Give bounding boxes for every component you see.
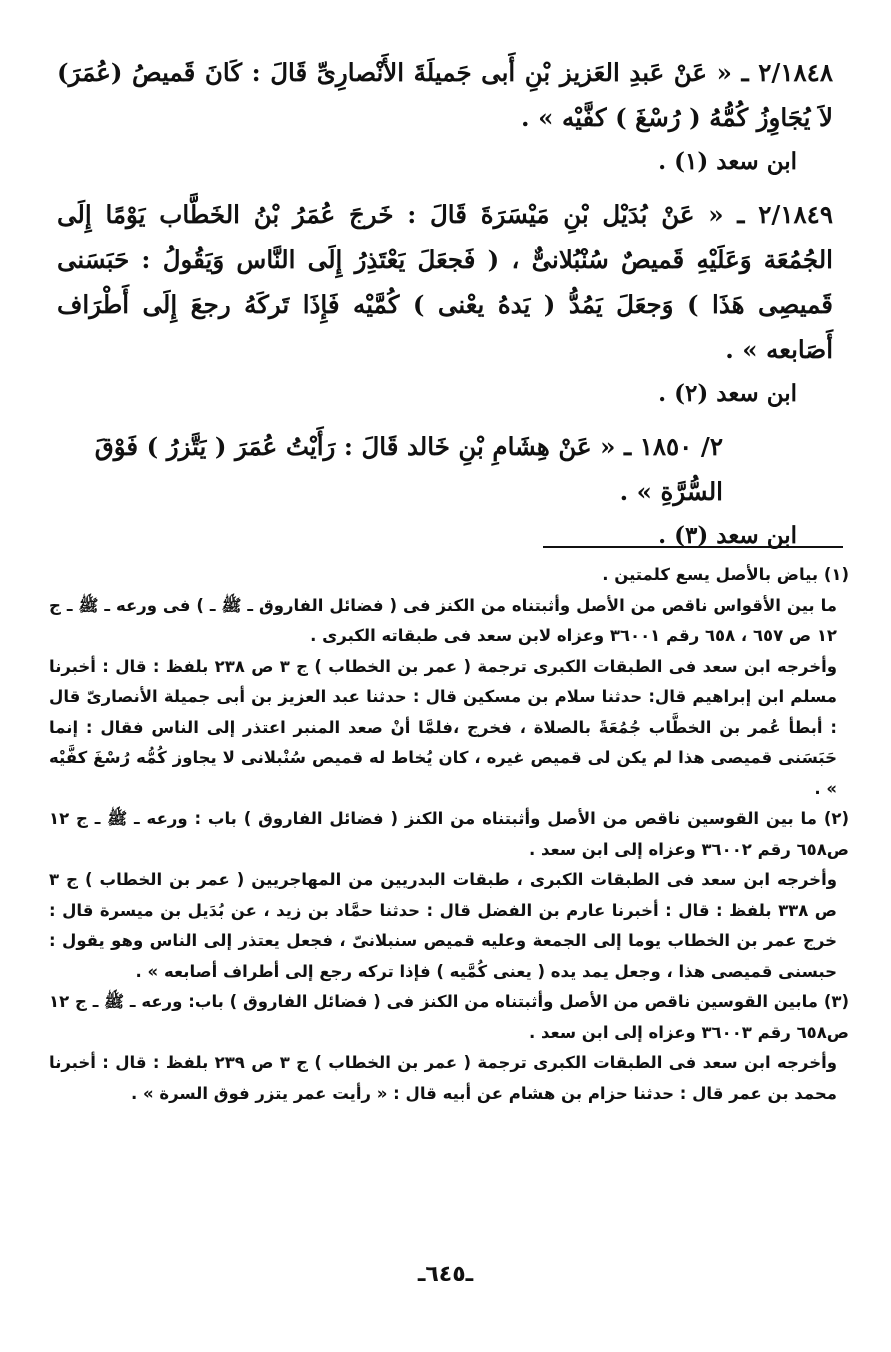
hadith-1850-source: ابن سعد (٣) . [658, 522, 797, 549]
hadith-1848: ٢/١٨٤٨ ـ « عَنْ عَبدِ العَزيز بْنِ أَبى جَميلَةَ الأَنْصارِىِّ قَالَ : كَانَ قَميصُ (عُمَرَ) لاَ يُجَاوِزُ كُمُّهُ ( رُسْغَ ) كفَّيْه » . [57, 58, 833, 132]
page-number: ـ٦٤٥ـ [417, 1262, 474, 1287]
footnote-1-para-2: ما بين الأقواس ناقص من الأصل وأثبتناه من الكنز فى ( فضائل الفاروق ـ ﷺ ـ ) فى ورعه ـ ﷺ ـ ج ١٢ ص ٦٥٧ ، ٦٥٨ رقم ٣٦٠٠١ وعزاه لابن سعد فى طبقاته الكبرى . [49, 595, 837, 645]
footnote-separator [543, 546, 843, 548]
hadith-1849-source: ابن سعد (٢) . [658, 380, 797, 407]
main-text [57, 50, 833, 558]
footnote-1-intro: (١) بياض بالأصل يسع كلمتين . [602, 565, 849, 584]
hadith-1849: ٢/١٨٤٩ ـ « عَنْ بُدَيْل بْنِ مَيْسَرَةَ قَالَ : خَرجَ عُمَرُ بْنُ الخَطَّاب يَوْمًا إِلَى الجُمُعَة وَعَلَيْهِ قَميصٌ سُنْبُلانىٌّ ، ( فَجعَلَ يَعْتَذِرُ إِلَى النَّاس وَيَقُولُ : حَبَسَنى قَميصِى هَذَا ) وَجعَلَ يَمُدُّ ( يَدهُ يعْنى ) كُمَّيْه فَإِذَا تَركَهُ رجعَ إِلَى أَطْرَاف أَصَابعه » . [57, 200, 833, 364]
footnote-2-intro: (٢) ما بين القوسين ناقص من الأصل وأثبتناه من الكنز ( فضائل الفاروق ) باب : ورعه ـ ﷺ ـ ج ١٢ ص٦٥٨ رقم ٣٦٠٠٢ وعزاه إلى ابن سعد . [49, 809, 849, 859]
footnote-3-para-2: وأخرجه ابن سعد فى الطبقات الكبرى ترجمة ( عمر بن الخطاب ) ج ٣ ص ٢٣٩ بلفظ : قال : أخبرنا محمد بن عمر قال : حدثنا حزام بن هشام عن أبيه قال : « رأيت عمر يتزر فوق السرة » . [49, 1053, 838, 1103]
footnote-1-para-3: وأخرجه ابن سعد فى الطبقات الكبرى ترجمة ( عمر بن الخطاب ) ج ٣ ص ٢٣٨ بلفظ : قال : أخبرنا مسلم ابن إبراهيم قال: حدثنا سلام بن مسكين قال : حدثنا عبد العزيز بن أبى جميلة الأنصارىّ قال : أبطأ عُمر بن الخطَّاب جُمُعَةً بالصلاة ، فخرج ،فلمَّا أنْ صعد المنبر اعتذر إلى الناس فقال : إنما حَبَسَنى قميصى هذا لم يكن لى قميص غيره ، كان يُخاط له قميص سُنْبلانى لا يجاوز كُمُّه رُسْغَ كفَّيْه » . [49, 656, 838, 798]
footnotes [49, 560, 849, 1109]
footnote-3-intro: (٣) مابين القوسين ناقص من الأصل وأثبتناه من الكنز فى ( فضائل الفاروق ) باب: ورعه ـ ﷺ ـ ج ١٢ ص٦٥٨ رقم ٣٦٠٠٣ وعزاه إلى ابن سعد . [49, 992, 849, 1042]
footnote-2-para-2: وأخرجه ابن سعد فى الطبقات الكبرى ، طبقات البدريين من المهاجريين ( عمر بن الخطاب ) ج ٣ ص ٣٣٨ بلفظ : قال : أخبرنا عارم بن الفضل قال : حدثنا حمَّاد بن زيد ، عن بُدَيل بن ميسرة قال : خرج عمر بن الخطاب يوما إلى الجمعة وعليه قميص سنبلانىّ ، فجعل يعتذر إلى الناس وهو يقول : حبسنى قميصى هذا ، وجعل يمد يده ( يعنى كُمَّيه ) فإذا تركه رجع إلى أطراف أصابعه » . [49, 870, 837, 981]
hadith-1848-source: ابن سعد (١) . [658, 148, 797, 175]
hadith-1850: ٢/ ١٨٥٠ ـ « عَنْ هِشَامِ بْنِ خَالد قَالَ : رَأَيْتُ عُمَرَ ( يَتَّزرُ ) فَوْقَ السُّرَّةِ » . [94, 432, 723, 506]
